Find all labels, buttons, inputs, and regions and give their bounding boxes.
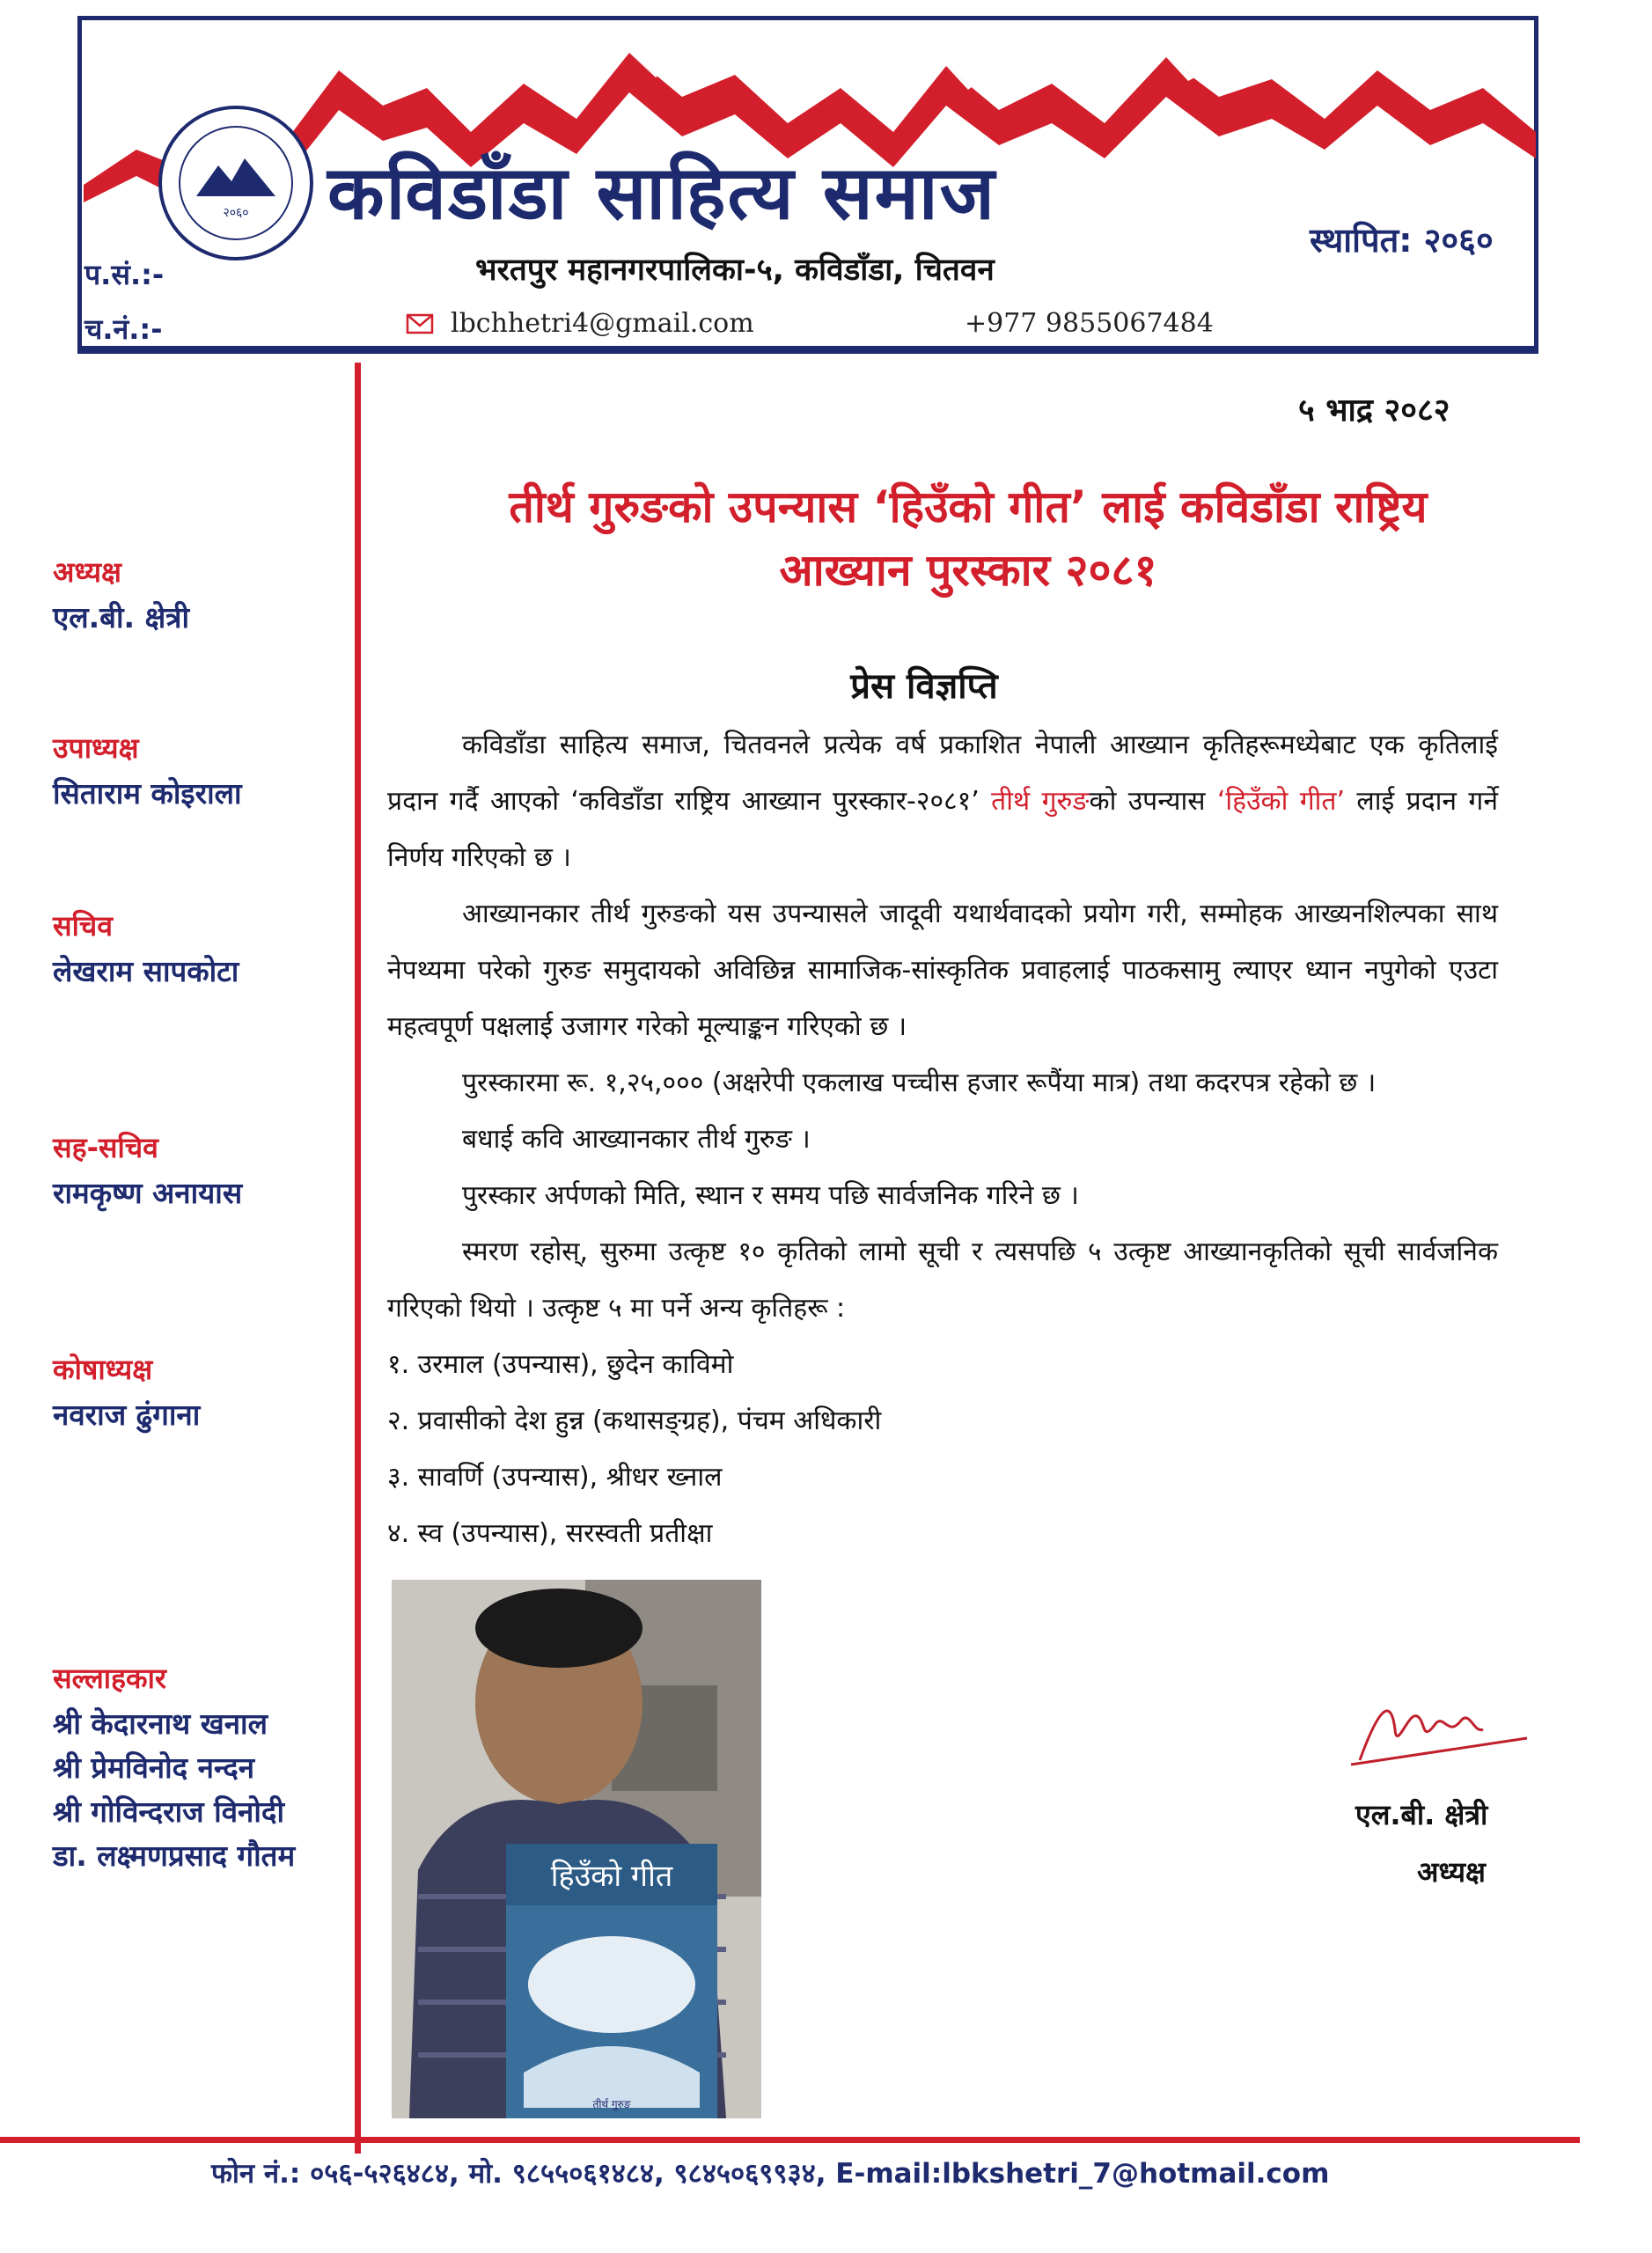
press-release-body <box>387 717 1498 1562</box>
footer-contact: फोन नं.: ०५६-५२६४८४, मो. ९८५५०६१४८४, ९८४५०६९९३४, E-mail:lbkshetri_7@hotmail.com <box>211 2158 1330 2190</box>
signatory-name: एल.बी. क्षेत्री <box>1355 1798 1488 1831</box>
sidebar-title-president: अध्यक्ष <box>53 555 121 589</box>
sidebar-name-treasurer: नवराज ढुंगाना <box>53 1398 201 1432</box>
author-photo-with-book <box>392 1580 761 2118</box>
header-phone: +977 9855067484 <box>965 308 1214 339</box>
press-release-heading: प्रेस विज्ञप्ति <box>850 666 998 707</box>
list-item: १. उरमाल (उपन्यास), छुदेन काविमो <box>387 1349 734 1380</box>
book-cover-title: हिउँको गीत <box>550 1859 673 1894</box>
headline-line-1: तीर्थ गुरुङको उपन्यास ‘हिउँको गीत’ लाई कविडाँडा राष्ट्रिय <box>509 481 1428 532</box>
headline-line-2: आख्यान पुरस्कार २०८१ <box>779 545 1157 596</box>
sidebar-name-joint-secretary: रामकृष्ण अनायास <box>53 1176 243 1210</box>
list-item: ३. सावर्णि (उपन्यास), श्रीधर ख्नाल <box>387 1462 723 1493</box>
paragraph-3: पुरस्कारमा रू. १,२५,००० (अक्षरेपी एकलाख पच्चीस हजार रूपैंया मात्र) तथा कदरपत्र रहेको छ । <box>462 1068 1377 1098</box>
org-name: कविडाँडा साहित्य समाज <box>327 150 996 236</box>
headline <box>378 475 1558 602</box>
vertical-divider <box>355 363 361 2154</box>
organization-seal <box>157 104 315 262</box>
sidebar-title-advisor: सल्लाहकार <box>53 1662 166 1695</box>
sidebar-name-vice-president: सिताराम कोइराला <box>53 776 242 811</box>
sidebar-name-president: एल.बी. क्षेत्री <box>53 600 189 635</box>
dispatch-number-label: च.नं.:- <box>84 312 163 346</box>
letterhead-bottom-rule <box>77 350 1538 354</box>
reference-number-label: प.सं.:- <box>84 258 165 291</box>
email-icon <box>405 308 435 338</box>
sidebar-name-secretary: लेखराम सापकोटा <box>53 954 239 988</box>
svg-text:२०६०: २०६० <box>223 206 249 220</box>
signature <box>1342 1677 1536 1791</box>
established-year: स्थापित: २०६० <box>1310 221 1494 260</box>
paragraph-1: कविडाँडा साहित्य समाज, चितवनले प्रत्येक वर्ष प्रकाशित नेपाली आख्यान कृतिहरूमध्येबाट एक कृतिलाई प्रदान गर्दै आएको ‘कविडाँडा राष्ट्रिय आख्यान पुरस्कार-२०८१’ तीर्थ गुरुङको उपन्यास ‘हिउँको गीत’ लाई प्रदान गर्ने निर्णय गरिएको छ । <box>387 730 1498 873</box>
sidebar-title-vice-president: उपाध्यक्ष <box>53 731 139 765</box>
list-item: २. प्रवासीको देश हुन्न (कथासङ्ग्रह), पंचम अधिकारी <box>387 1405 882 1436</box>
book-cover-author: तीर्थ गुरुङ <box>592 2098 631 2110</box>
org-address: भरतपुर महानगरपालिका-५, कविडाँडा, चितवन <box>475 253 995 288</box>
footer-rule <box>0 2137 1580 2143</box>
sidebar-title-joint-secretary: सह-सचिव <box>53 1131 158 1164</box>
paragraph-2: आख्यानकार तीर्थ गुरुङको यस उपन्यासले जादूवी यथार्थवादको प्रयोग गरी, सम्मोहक आख्यनशिल्पका साथ नेपथ्यमा परेको गुरुङ समुदायको अविछिन्न सामाजिक-सांस्कृतिक प्रवाहलाई पाठकसामु ल्याएर ध्यान नपुगेको एउटा महत्वपूर्ण पक्षलाई उजागर गरेको मूल्याङ्कन गरिएको छ । <box>387 899 1498 1042</box>
sidebar-title-treasurer: कोषाध्यक्ष <box>53 1353 153 1386</box>
sidebar-title-secretary: सचिव <box>53 909 114 943</box>
author-highlight: तीर्थ गुरुङ <box>991 786 1090 817</box>
sidebar-name-advisor-2: श्री प्रेमविनोद नन्दन <box>53 1750 255 1785</box>
paragraph-5: पुरस्कार अर्पणको मिति, स्थान र समय पछि सार्वजनिक गरिने छ । <box>462 1180 1079 1211</box>
paragraph-4: बधाई कवि आख्यानकार तीर्थ गुरुङ । <box>462 1124 811 1155</box>
book-title-highlight: ‘हिउँको गीत’ <box>1216 786 1346 817</box>
header-email[interactable]: lbchhetri4@gmail.com <box>451 308 754 339</box>
list-item: ४. स्व (उपन्यास), सरस्वती प्रतीक्षा <box>387 1518 713 1549</box>
paragraph-6: स्मरण रहोस्, सुरुमा उत्कृष्ट १० कृतिको लामो सूची र त्यसपछि ५ उत्कृष्ट आख्यानकृतिको सूची सार्वजनिक गरिएको थियो । उत्कृष्ट ५ मा पर्ने अन्य कृतिहरू : <box>387 1237 1498 1324</box>
sidebar-name-advisor-4: डा. लक्ष्मणप्रसाद गौतम <box>53 1838 296 1873</box>
sidebar-name-advisor-3: श्री गोविन्दराज विनोदी <box>53 1794 284 1829</box>
sidebar-name-advisor-1: श्री केदारनाथ खनाल <box>53 1706 268 1741</box>
signatory-role: अध्यक्ष <box>1417 1855 1486 1889</box>
letter-date: ५ भाद्र २०८२ <box>1298 393 1450 429</box>
